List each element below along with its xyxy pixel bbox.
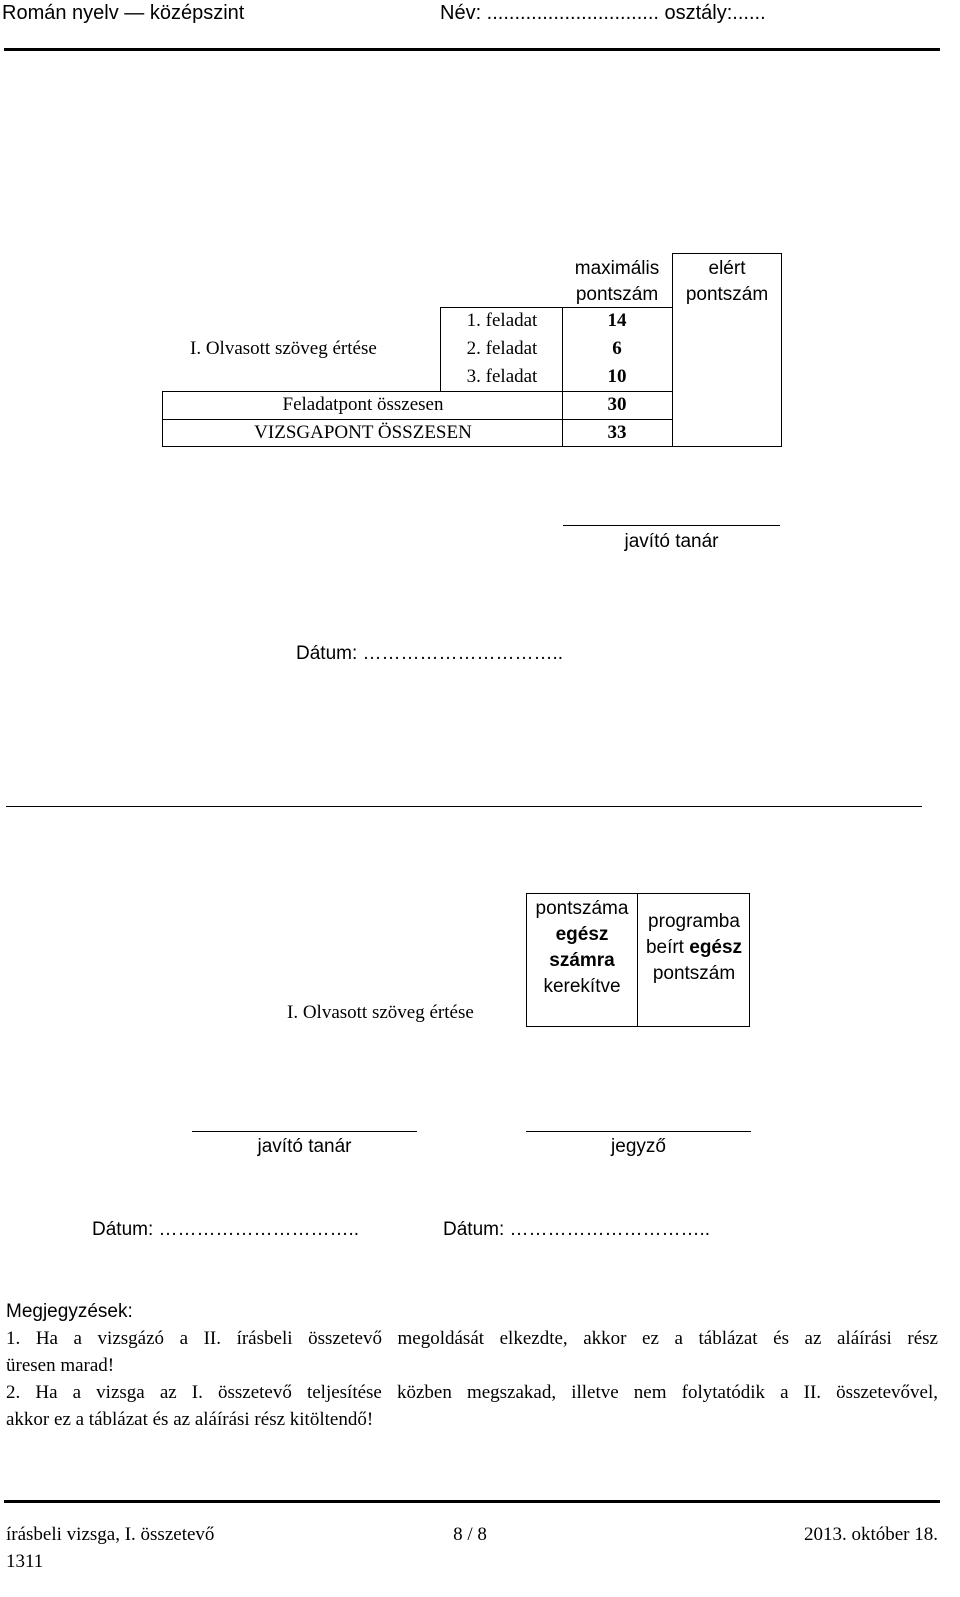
note-2-line-2: akkor ez a táblázat és az aláírási rész kitöltendő! xyxy=(6,1409,374,1430)
program-line1: programba xyxy=(648,911,740,932)
note-1-line-2: üresen marad! xyxy=(6,1355,115,1376)
rounded-score-header xyxy=(528,896,636,1000)
rounded-line3: számra xyxy=(549,950,615,971)
signature-line-notary[interactable] xyxy=(526,1131,751,1132)
document-title: Román nyelv — középszint xyxy=(2,2,245,24)
footer-code: 1311 xyxy=(6,1551,44,1572)
date-field-right[interactable]: Dátum: ………………………….. xyxy=(443,1219,711,1240)
program-line3: pontszám xyxy=(652,963,736,984)
note-1-line-1: 1. Ha a vizsgázó a II. írásbeli összetevő megoldását elkezdte, akkor ez a táblázat és az aláírási rész xyxy=(6,1328,938,1349)
footer-exam-label: írásbeli vizsga, I. összetevő xyxy=(6,1524,215,1545)
program-line2 xyxy=(639,935,749,961)
date-field-left[interactable]: Dátum: ………………………….. xyxy=(92,1219,360,1240)
subtotal-label: Feladatpont összesen xyxy=(282,394,444,415)
footer-date: 2013. október 18. xyxy=(803,1524,938,1545)
total-max: 33 xyxy=(607,422,627,443)
teacher-label: javító tanár xyxy=(624,531,719,552)
name-field: Név: ............................... osztály:...... xyxy=(440,2,766,24)
rounded-line1: pontszáma xyxy=(535,898,629,919)
task-1-label: 1. feladat xyxy=(466,310,538,331)
section-label: I. Olvasott szöveg értése xyxy=(190,338,377,359)
program-score-header xyxy=(639,909,749,987)
task-2-max: 6 xyxy=(612,338,622,359)
task-1-max: 14 xyxy=(607,310,627,331)
task-2-label: 2. feladat xyxy=(466,338,538,359)
program-section-label: I. Olvasott szöveg értése xyxy=(287,1002,474,1023)
task-3-max: 10 xyxy=(607,366,627,387)
notes-title: Megjegyzések: xyxy=(6,1301,133,1322)
program-line2-a: beírt xyxy=(645,937,690,958)
teacher-label-2: javító tanár xyxy=(257,1136,352,1157)
task-3-label: 3. feladat xyxy=(466,366,538,387)
footer-rule xyxy=(4,1500,940,1503)
section-separator xyxy=(6,806,922,807)
header-rule xyxy=(4,48,940,51)
signature-line-teacher-2[interactable] xyxy=(192,1131,417,1132)
note-2-line-1: 2. Ha a vizsga az I. összetevő teljesítése közben megszakad, illetve nem folytatódik a II. összetevővel, xyxy=(6,1382,938,1403)
col-header-max xyxy=(562,256,672,308)
footer-left xyxy=(6,1521,214,1575)
notary-label: jegyző xyxy=(611,1136,666,1157)
col-header-got: elért pontszám xyxy=(685,258,769,305)
signature-line-teacher[interactable] xyxy=(563,525,780,526)
col-header-max-label: maximális pontszám xyxy=(574,258,660,305)
total-label: VIZSGAPONT ÖSSZESEN xyxy=(254,422,472,443)
rounded-line2: egész xyxy=(555,924,609,945)
date-field[interactable]: Dátum: ………………………….. xyxy=(296,643,564,664)
notes-section xyxy=(6,1298,938,1433)
program-line2-b: egész xyxy=(689,937,743,958)
subtotal-max: 30 xyxy=(607,394,627,415)
page-number: 8 / 8 xyxy=(453,1524,487,1545)
rounded-line4: kerekítve xyxy=(543,976,621,997)
